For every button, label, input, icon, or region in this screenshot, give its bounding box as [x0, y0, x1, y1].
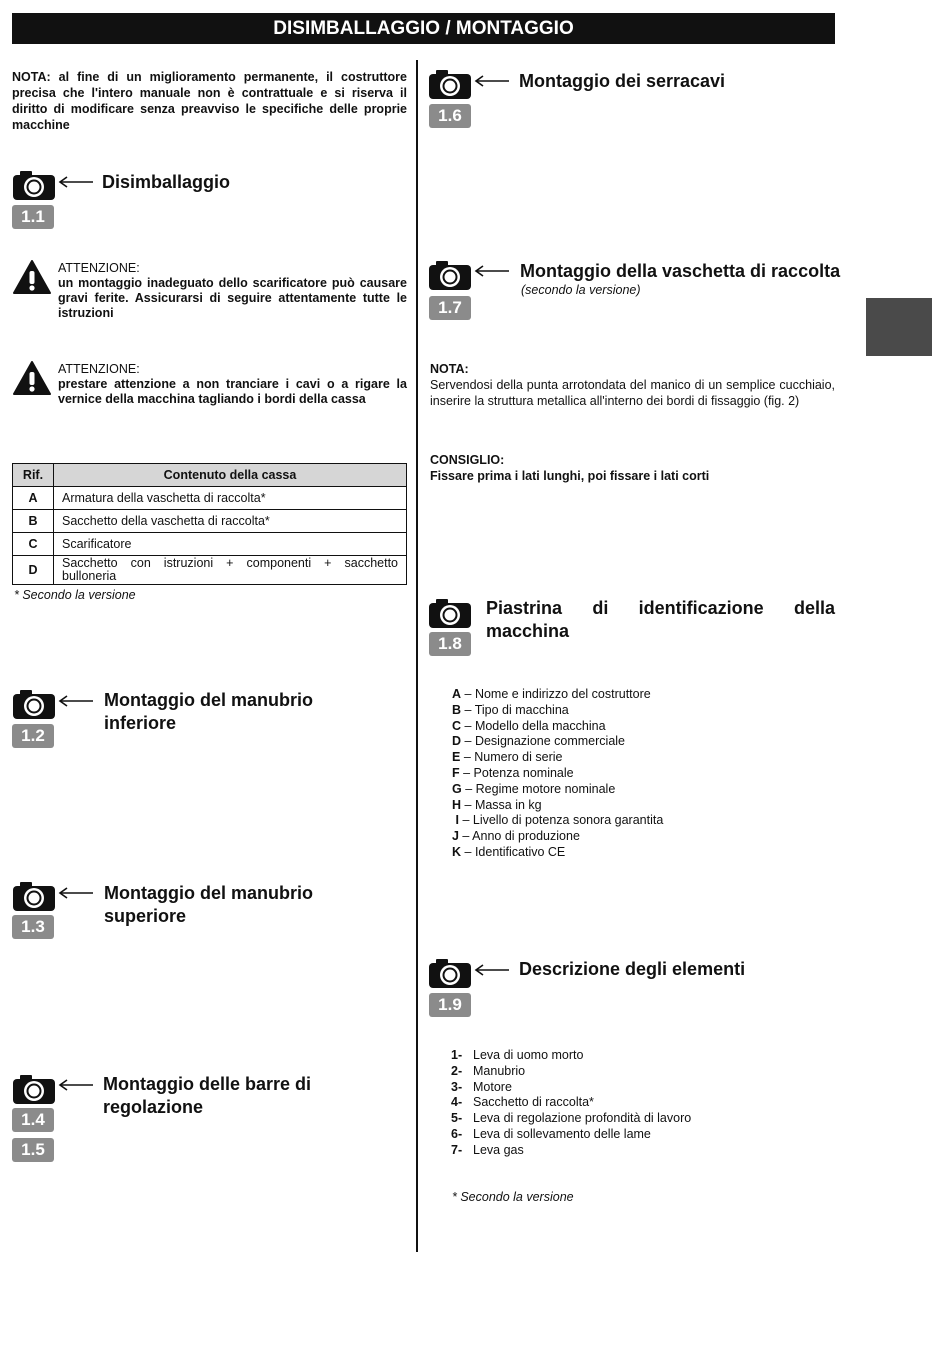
note-1-7 [430, 361, 835, 409]
box-contents-table [12, 463, 407, 585]
table-row [13, 487, 407, 510]
section-badge: 1.5 [12, 1138, 54, 1162]
section-title: Descrizione degli elementi [519, 959, 746, 979]
list-item: H – Massa in kg [452, 797, 542, 812]
list-item: 3- Motore [451, 1079, 512, 1094]
list-item: C – Modello della macchina [452, 718, 606, 733]
section-badge: 1.9 [429, 993, 471, 1017]
desc-cell: Sacchetto con istruzioni + componenti + sacchetto bulloneria [54, 556, 407, 585]
camera-icon [12, 169, 56, 201]
section-badge: 1.4 [12, 1108, 54, 1132]
section-badge: 1.6 [429, 104, 471, 128]
camera-icon [12, 688, 56, 720]
section-subtitle: (secondo la versione) [521, 283, 641, 297]
camera-icon [428, 957, 472, 989]
warning-title: ATTENZIONE: [58, 362, 140, 376]
tip-text: Fissare prima i lati lunghi, poi fissare i lati corti [430, 469, 710, 483]
section-badge: 1.3 [12, 915, 54, 939]
warning-text: prestare attenzione a non tranciare i cavi o a rigare la vernice della macchina tagliando i bordi della cassa [58, 377, 407, 406]
section-title: Montaggio delle barre di regolazione [103, 1074, 312, 1117]
warning-icon [12, 259, 52, 295]
table-footnote: * Secondo la versione [14, 588, 136, 602]
list-item: D – Designazione commerciale [452, 734, 626, 749]
arrow-left-icon [474, 75, 510, 87]
table-row [13, 510, 407, 533]
camera-icon [12, 1073, 56, 1105]
note-text: Servendosi della punta arrotondata del manico di un semplice cucchiaio, inserire la struttura metallica all'interno dei bordi di fissaggio (fig. 2) [430, 378, 835, 408]
desc-cell: Armatura della vaschetta di raccolta* [54, 487, 407, 510]
desc-cell: Sacchetto della vaschetta di raccolta* [54, 510, 407, 533]
arrow-left-icon [58, 1079, 94, 1091]
table-header-row [13, 464, 407, 487]
section-title: Montaggio del manubrio superiore [104, 883, 313, 926]
note-label: NOTA: [430, 362, 469, 376]
section-badge: 1.7 [429, 296, 471, 320]
list-item: K – Identificativo CE [452, 844, 566, 859]
warning-block [58, 261, 407, 321]
list-item: A – Nome e indirizzo del costruttore [452, 687, 651, 701]
chapter-tab [866, 298, 932, 356]
arrow-left-icon [474, 964, 510, 976]
warning-block [58, 362, 407, 407]
column-header: Contenuto della cassa [54, 464, 407, 487]
ref-cell: D [13, 556, 54, 585]
list-item: I – Livello di potenza sonora garantita [455, 813, 664, 828]
camera-icon [428, 68, 472, 100]
camera-icon [428, 259, 472, 291]
list-item: J – Anno di produzione [452, 829, 580, 844]
section-title: Montaggio del manubrio inferiore [104, 690, 313, 733]
desc-cell: Scarificatore [54, 533, 407, 556]
elements-list [451, 1048, 821, 1159]
arrow-left-icon [58, 695, 94, 707]
arrow-left-icon [474, 265, 510, 277]
section-title: Montaggio della vaschetta di raccolta [520, 261, 841, 281]
tip-1-7 [430, 452, 835, 484]
list-item: 5- Leva di regolazione profondità di lavoro [451, 1111, 692, 1126]
list-item: E – Numero di serie [452, 750, 563, 765]
ref-cell: A [13, 487, 54, 510]
warning-title: ATTENZIONE: [58, 261, 140, 275]
arrow-left-icon [58, 887, 94, 899]
table-row [13, 533, 407, 556]
ref-cell: C [13, 533, 54, 556]
list-item: 6- Leva di sollevamento delle lame [451, 1126, 651, 1141]
camera-icon [12, 880, 56, 912]
list-item: 4- Sacchetto di raccolta* [451, 1095, 594, 1110]
section-badge: 1.2 [12, 724, 54, 748]
list-item: B – Tipo di macchina [452, 702, 569, 717]
section-badge: 1.1 [12, 205, 54, 229]
plate-list [452, 687, 822, 861]
camera-icon [428, 597, 472, 629]
tip-label: CONSIGLIO: [430, 453, 505, 467]
column-header: Rif. [13, 464, 54, 487]
list-item: G – Regime motore nominale [452, 781, 616, 796]
section-title: Piastrina di identificazione della macchina [486, 598, 835, 641]
column-divider [416, 60, 418, 1252]
intro-note-label: NOTA: [12, 70, 51, 84]
list-item: 2- Manubrio [451, 1063, 526, 1078]
warning-icon [12, 360, 52, 396]
intro-note [12, 69, 407, 133]
section-title: Montaggio dei serracavi [519, 71, 726, 91]
page-header: DISIMBALLAGGIO / MONTAGGIO [12, 13, 835, 44]
list-item: F – Potenza nominale [452, 765, 574, 780]
list-item: 1- Leva di uomo morto [451, 1048, 584, 1062]
ref-cell: B [13, 510, 54, 533]
section-title: Disimballaggio [102, 172, 231, 192]
arrow-left-icon [58, 176, 94, 188]
intro-note-text: al fine di un miglioramento permanente, il costruttore precisa che l'intero manuale non è contrattuale e si riserva il diritto di modificare senza preavviso le specifiche delle proprie macchine [12, 70, 407, 132]
elements-footnote: * Secondo la versione [452, 1190, 574, 1204]
warning-text: un montaggio inadeguato dello scarificatore può causare gravi ferite. Assicurarsi di seguire attentamente tutte le istruzioni [58, 276, 407, 320]
section-badge: 1.8 [429, 632, 471, 656]
table-row [13, 556, 407, 585]
list-item: 7- Leva gas [451, 1142, 524, 1157]
